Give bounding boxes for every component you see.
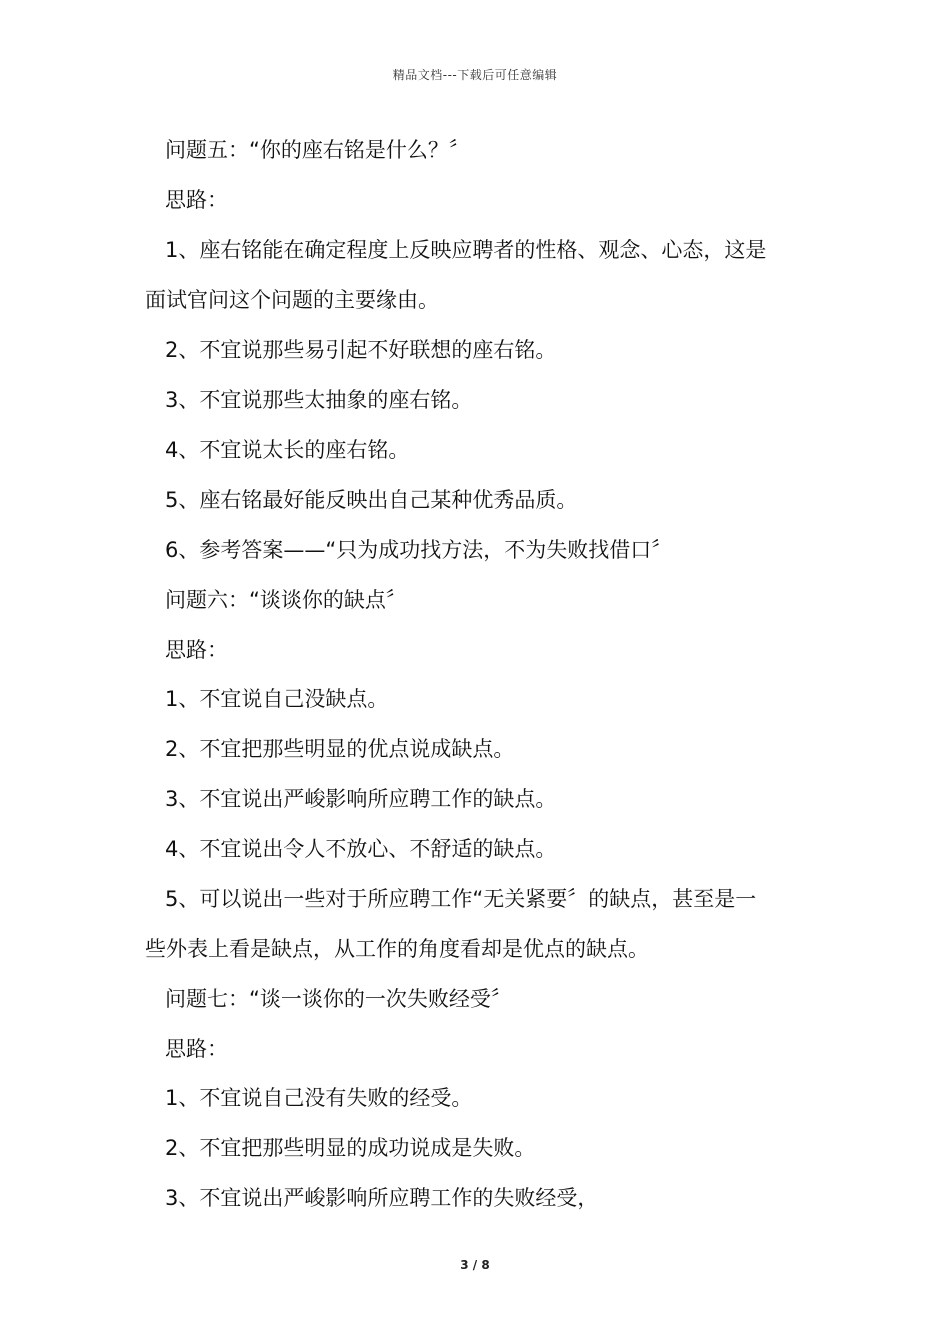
- list-item: 3、不宜说那些太抽象的座右铭。: [165, 388, 473, 412]
- question-5-title: 问题五：“你的座右铭是什么？〞: [165, 138, 470, 162]
- list-item: 3、不宜说出严峻影响所应聘工作的失败经受，: [165, 1186, 599, 1210]
- list-item: 1、不宜说自己没缺点。: [165, 687, 389, 711]
- list-item: 1、不宜说自己没有失败的经受。: [165, 1086, 473, 1110]
- list-item: 5、可以说出一些对于所应聘工作“无关紧要〞的缺点，甚至是一: [165, 887, 757, 911]
- list-item: 2、不宜说那些易引起不好联想的座右铭。: [165, 338, 557, 362]
- list-item-continuation: 些外表上看是缺点，从工作的角度看却是优点的缺点。: [145, 937, 649, 961]
- list-item: 1、座右铭能在确定程度上反映应聘者的性格、观念、心态，这是: [165, 238, 767, 262]
- list-item: 4、不宜说太长的座右铭。: [165, 438, 410, 462]
- approach-label: 思路：: [165, 638, 228, 662]
- list-item: 5、座右铭最好能反映出自己某种优秀品质。: [165, 488, 578, 512]
- list-item-continuation: 面试官问这个问题的主要缘由。: [145, 288, 439, 312]
- page-header: 精品文档---下载后可任意编辑: [392, 68, 558, 82]
- approach-label: 思路：: [165, 188, 228, 212]
- list-item: 4、不宜说出令人不放心、不舒适的缺点。: [165, 837, 557, 861]
- list-item: 6、参考答案——“只为成功找方法，不为失败找借口〞: [165, 538, 673, 562]
- list-item: 2、不宜把那些明显的成功说成是失败。: [165, 1136, 536, 1160]
- page-number: 3 / 8: [460, 1258, 490, 1272]
- question-6-title: 问题六：“谈谈你的缺点〞: [165, 588, 407, 612]
- question-7-title: 问题七：“谈一谈你的一次失败经受〞: [165, 987, 512, 1011]
- list-item: 3、不宜说出严峻影响所应聘工作的缺点。: [165, 787, 557, 811]
- approach-label: 思路：: [165, 1037, 228, 1061]
- list-item: 2、不宜把那些明显的优点说成缺点。: [165, 737, 515, 761]
